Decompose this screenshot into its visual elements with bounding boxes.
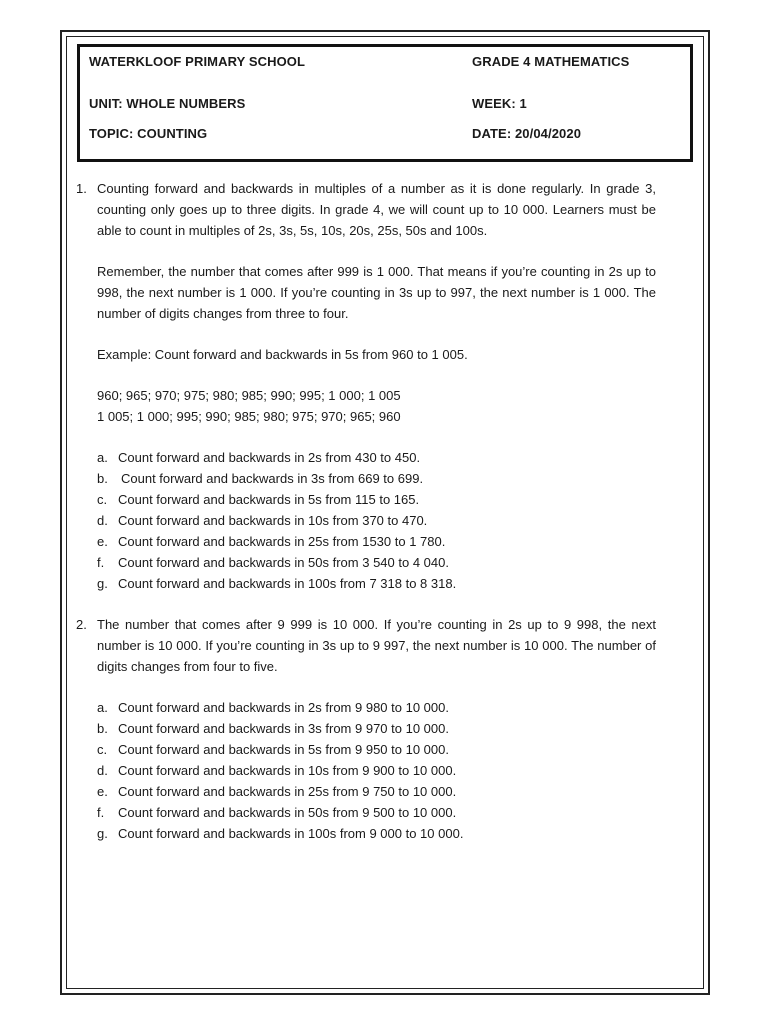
sub-question bbox=[97, 697, 656, 718]
sub-text: Count forward and backwards in 2s from 9 980 to 10 000. bbox=[118, 700, 449, 715]
sub-letter: d. bbox=[97, 513, 108, 528]
sub-letter: f. bbox=[97, 555, 105, 570]
sub-question bbox=[97, 823, 656, 844]
sub-text: Count forward and backwards in 2s from 430 to 450. bbox=[118, 450, 421, 465]
question-body bbox=[97, 178, 656, 594]
question-1 bbox=[76, 178, 656, 594]
sub-question bbox=[97, 489, 656, 510]
school-name: WATERKLOOF PRIMARY SCHOOL bbox=[89, 54, 306, 69]
sub-letter: c. bbox=[97, 742, 108, 757]
sub-letter: c. bbox=[97, 492, 108, 507]
topic-label: TOPIC: COUNTING bbox=[89, 126, 208, 141]
sub-question bbox=[97, 573, 656, 594]
sub-letter: d. bbox=[97, 763, 108, 778]
sub-text: Count forward and backwards in 3s from 669 to 699. bbox=[121, 471, 424, 486]
sub-question bbox=[97, 781, 656, 802]
sub-text: Count forward and backwards in 10s from 370 to 470. bbox=[118, 513, 428, 528]
sub-question bbox=[97, 531, 656, 552]
example-line: Example: Count forward and backwards in 5s from 960 to 1 005. bbox=[97, 347, 468, 362]
subject-title: GRADE 4 MATHEMATICS bbox=[472, 54, 630, 69]
remember-note: Remember, the number that comes after 999 is 1 000. That means if you’re counting in 2s up to 998, the next number is 1 000. If you’re counting in 3s up to 997, the next number is 1 000. The number of digits changes from three to four. bbox=[97, 264, 656, 321]
sub-letter: g. bbox=[97, 576, 108, 591]
sub-letter: b. bbox=[97, 721, 108, 736]
worksheet-content bbox=[76, 178, 656, 844]
question-intro: Counting forward and backwards in multiples of a number as it is done regularly. In grade 3, counting only goes up to three digits. In grade 4, we will count up to 10 000. Learners must be able to count in multiples of 2s, 3s, 5s, 10s, 20s, 25s, 50s and 100s. bbox=[97, 181, 656, 238]
sub-letter: e. bbox=[97, 534, 108, 549]
sub-question bbox=[97, 552, 656, 573]
date-label: DATE: 20/04/2020 bbox=[472, 126, 582, 141]
sub-text: Count forward and backwards in 10s from 9 900 to 10 000. bbox=[118, 763, 457, 778]
sub-letter: a. bbox=[97, 450, 108, 465]
unit-label: UNIT: WHOLE NUMBERS bbox=[89, 96, 246, 111]
sub-question bbox=[97, 802, 656, 823]
question-2 bbox=[76, 614, 656, 844]
sub-text: Count forward and backwards in 50s from 3 540 to 4 040. bbox=[118, 555, 449, 570]
sub-letter: f. bbox=[97, 805, 105, 820]
question-number: 2. bbox=[76, 617, 87, 632]
sub-text: Count forward and backwards in 3s from 9 970 to 10 000. bbox=[118, 721, 449, 736]
sub-text: Count forward and backwards in 100s from 7 318 to 8 318. bbox=[118, 576, 457, 591]
sub-text: Count forward and backwards in 50s from 9 500 to 10 000. bbox=[118, 805, 457, 820]
question-number: 1. bbox=[76, 181, 87, 196]
sub-question bbox=[97, 468, 656, 489]
week-label: WEEK: 1 bbox=[472, 96, 527, 111]
sub-letter: e. bbox=[97, 784, 108, 799]
sub-question bbox=[97, 510, 656, 531]
sub-text: Count forward and backwards in 25s from 1530 to 1 780. bbox=[118, 534, 446, 549]
sequence-forward: 960; 965; 970; 975; 980; 985; 990; 995; 1 000; 1 005 bbox=[97, 388, 401, 403]
sub-question bbox=[97, 760, 656, 781]
sub-letter: a. bbox=[97, 700, 108, 715]
question-body bbox=[97, 614, 656, 844]
sequence-backward: 1 005; 1 000; 995; 990; 985; 980; 975; 970; 965; 960 bbox=[97, 409, 401, 424]
sub-question bbox=[97, 447, 656, 468]
sub-question bbox=[97, 739, 656, 760]
question-intro: The number that comes after 9 999 is 10 000. If you’re counting in 2s up to 9 998, the next number is 10 000. If you’re counting in 3s up to 9 997, the next number is 10 000. The number of digits changes from four to five. bbox=[97, 617, 656, 674]
sub-text: Count forward and backwards in 5s from 9 950 to 10 000. bbox=[118, 742, 449, 757]
sub-question bbox=[97, 718, 656, 739]
sub-text: Count forward and backwards in 25s from 9 750 to 10 000. bbox=[118, 784, 457, 799]
sub-text: Count forward and backwards in 5s from 115 to 165. bbox=[118, 492, 420, 507]
sub-letter: b. bbox=[97, 471, 108, 486]
sub-text: Count forward and backwards in 100s from 9 000 to 10 000. bbox=[118, 826, 464, 841]
sub-letter: g. bbox=[97, 826, 108, 841]
